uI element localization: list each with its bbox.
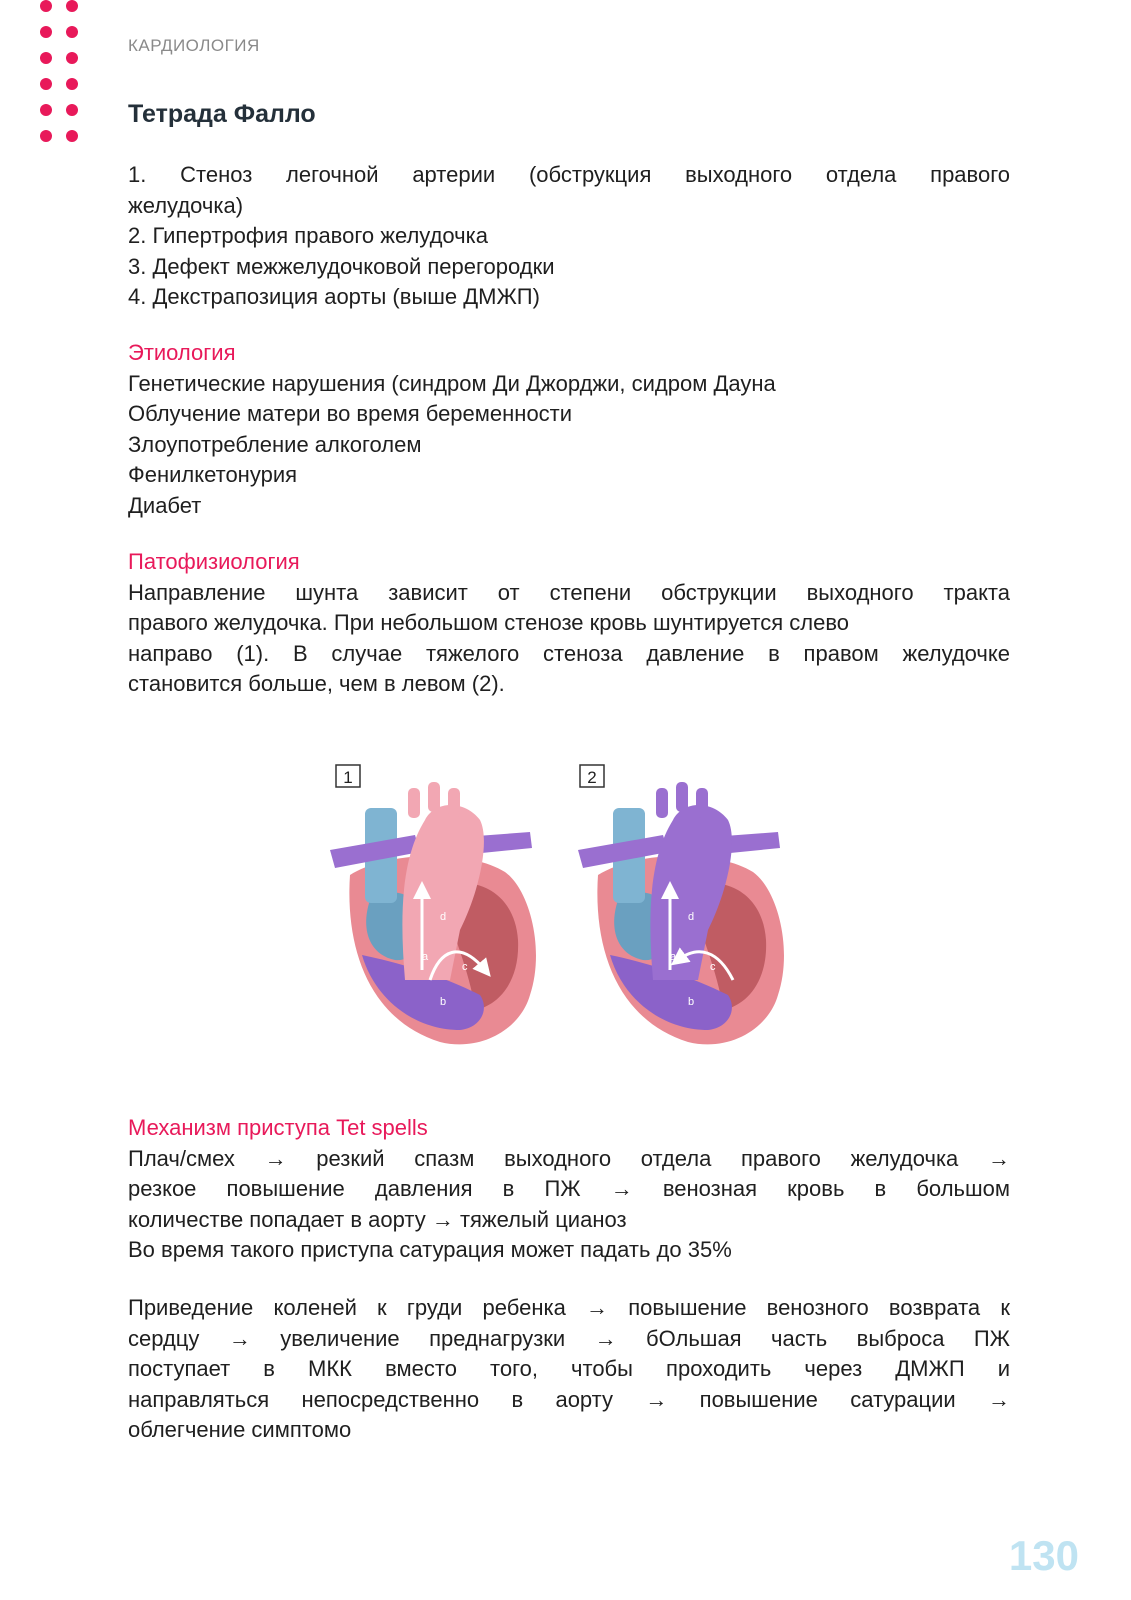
panel-number: 1 [343,768,353,787]
list-item: 3. Дефект межжелудочковой перегородки [128,253,555,279]
list-item: Диабет [128,492,202,518]
paragraph-line: резкое повышение давления в ПЖ → венозная кровь в большом [128,1176,1010,1201]
diagram-label: c [462,961,468,973]
aorta-branch [696,788,708,818]
heart-diagram-1 [330,765,536,1044]
aorta-branch [428,782,440,812]
paragraph-line: Приведение коленей к груди ребенка → повышение венозного возврата к [128,1295,1010,1320]
diagram-label: d [688,911,695,923]
paragraph-line: Во время такого приступа сатурация может падать до 35% [128,1237,732,1262]
list-item: Фенилкетонурия [128,462,298,487]
diagram-label: a [670,951,677,963]
paragraph-line: становится больше, чем в левом (2). [128,671,505,696]
aorta-branch [408,788,420,818]
page-title: Тетрада Фалло [128,100,316,128]
etiology-heading: Этиология [128,340,236,365]
diagram-label: b [688,996,695,1008]
tet-spells-section [128,1113,1010,1266]
diagram-label: a [422,951,429,963]
pathophysiology-heading: Патофизиология [128,549,300,574]
pathophysiology-section [128,547,1010,700]
list-item: 4. Декстрапозиция аорты (выше ДМЖП) [128,284,540,309]
page-number: 130 [1008,1532,1079,1579]
etiology-section [128,338,1010,521]
tet-spells-heading: Механизм приступа Tet spells [128,1115,428,1140]
list-item: желудочка) [128,192,244,218]
paragraph-line: направляться непосредственно в аорту → повышение сатурации → [128,1386,1010,1412]
defects-list [128,160,1010,313]
section-label: КАРДИОЛОГИЯ [128,36,260,55]
paragraph-line: Плач/смех → резкий спазм выходного отдела правого желудочка → [128,1145,1010,1171]
aorta-branch [656,788,668,818]
aorta-branch [448,788,460,818]
diagram-label: b [440,996,447,1008]
list-item: 1. Стеноз легочной артерии (обструкция выходного отдела правого [128,162,1010,187]
paragraph-line: направо (1). В случае тяжелого стеноза давление в правом желудочке [128,640,1010,666]
knee-chest-section [128,1293,1010,1446]
aorta-branch [676,782,688,812]
paragraph-line: правого желудочка. При небольшом стенозе кровь шунтируется слево [128,610,850,635]
diagram-label: d [440,911,447,923]
list-item: 2. Гипертрофия правого желудочка [128,223,488,248]
paragraph-line: облегчение симптомо [128,1417,352,1442]
heart-diagram-2 [578,765,784,1044]
paragraph-line: Направление шунта зависит от степени обструкции выходного тракта [128,579,1010,605]
paragraph-line: поступает в МКК вместо того, чтобы проходить через ДМЖП и [128,1356,1010,1381]
list-item: Злоупотребление алкоголем [128,431,422,457]
diagram-label: c [710,961,716,973]
paragraph-line: количестве попадает в аорту → тяжелый цианоз [128,1206,627,1232]
decorative-dots [40,0,84,150]
paragraph-line: сердцу → увеличение преднагрузки → бОльшая часть выброса ПЖ [128,1325,1010,1351]
panel-number: 2 [587,768,597,787]
list-item: Генетические нарушения (синдром Ди Джорджи, сидром Дауна [128,370,776,396]
list-item: Облучение матери во время беременности [128,401,573,426]
heart-figure [330,768,810,1085]
